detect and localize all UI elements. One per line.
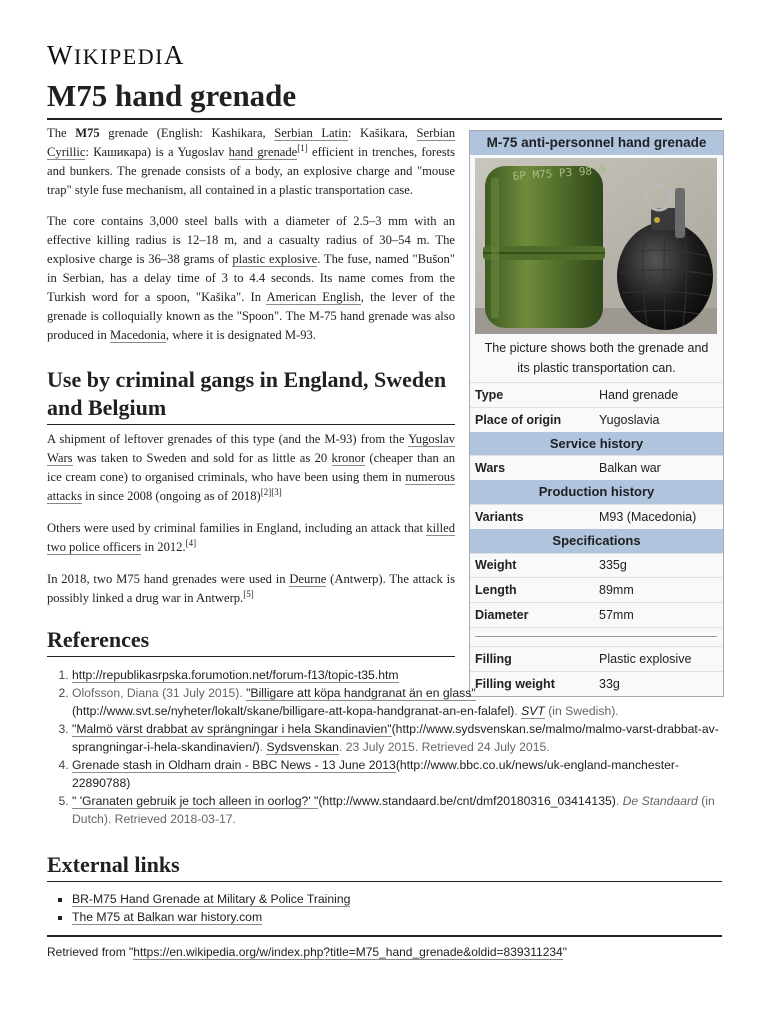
link-killed-two-police-officers[interactable]: killed two police officers <box>47 521 455 554</box>
link-hand-grenade[interactable]: hand grenade <box>228 145 298 159</box>
criminal-paragraph-2: Others were used by criminal families in England, including an attack that killed two police officers in 2012.[4] <box>47 521 455 554</box>
reference-5-title[interactable]: " 'Granaten gebruik je toch alleen in oorlog?' " <box>72 794 319 808</box>
infobox-row-wars: Wars Balkan war <box>470 455 723 480</box>
retrieved-from-footer: Retrieved from "https://en.wikipedia.org/w/index.php?title=M75_hand_grenade&oldid=839311234" <box>47 935 722 959</box>
section-heading-external-links: External links <box>47 851 722 882</box>
reference-item: 5. " 'Granaten gebruik je toch alleen in oorlog?' "(http://www.standaard.be/cnt/dmf20180316_03414135). De Standaard (in Dutch). Retrieved 2018-03-17. <box>72 792 727 828</box>
infobox-section-specifications: Specifications <box>470 529 723 553</box>
external-link-item <box>72 890 647 908</box>
link-numerous-attacks[interactable]: numerous attacks <box>47 470 455 503</box>
criminal-paragraph-3: In 2018, two M75 hand grenades were used in Deurne (Antwerp). The attack is possibly linked a drug war in Antwerp.[5] <box>47 572 455 605</box>
wikipedia-logo[interactable]: WIKIPEDIA <box>47 40 185 70</box>
reference-2-publisher[interactable]: SVT <box>521 704 545 718</box>
references-list <box>47 666 727 828</box>
infobox-divider <box>470 627 723 646</box>
citation-4[interactable]: [4] <box>185 538 197 548</box>
external-link-item <box>72 908 647 926</box>
intro-paragraph-1: The M75 grenade (English: Kashikara, Serbian Latin: Kašikara, Serbian Cyrillic: Кашикара) is a Yugoslav hand grenade[1] efficient in trenches, forests and bunkers. The grenade consists of a body, an explosive charge and "mouse trap" style fuse mechanism, all contained in a plastic transportation case. <box>47 126 456 197</box>
reference-2-title[interactable]: "Billigare att köpa handgranat än en glass" <box>246 686 476 700</box>
link-american-english[interactable]: American English <box>266 290 361 304</box>
infobox-title: M-75 anti-personnel hand grenade <box>470 131 723 155</box>
reference-item: 3. "Malmö värst drabbat av sprängningar i hela Skandinavien"(http://www.sydsvenskan.se/malmo/malmo-varst-drabbat-av-sprangningar-i-hela-skandinavien/). Sydsvenskan. 23 July 2015. Retrieved 24 July 2015. <box>72 720 727 756</box>
citation-5[interactable]: [5] <box>243 589 254 599</box>
citation-2-3[interactable]: [2][3] <box>260 487 282 497</box>
citation-1[interactable]: [1] <box>297 143 308 153</box>
infobox-row-diameter: Diameter 57mm <box>470 602 723 627</box>
infobox-row-weight: Weight 335g <box>470 553 723 578</box>
reference-5-publisher[interactable]: De Standaard <box>622 794 698 808</box>
reference-item: 2. Olofsson, Diana (31 July 2015). "Billigare att köpa handgranat än en glass"(http://www.svt.se/nyheter/lokalt/skane/billigare-att-kopa-handgranat-an-en-falafel). SVT (in Swedish). <box>72 684 727 720</box>
section-heading-criminal-use: Use by criminal gangs in England, Sweden and Belgium <box>47 366 455 425</box>
link-serbian-latin[interactable]: Serbian Latin <box>274 126 348 140</box>
infobox-row-length: Length 89mm <box>470 577 723 602</box>
infobox-caption: The picture shows both the grenade and its plastic transportation can. <box>484 341 709 375</box>
reference-3-publisher[interactable]: Sydsvenskan <box>266 740 339 754</box>
link-yugoslav-wars[interactable]: Yugoslav Wars <box>47 432 455 465</box>
infobox-row-filling: Filling Plastic explosive <box>470 646 723 671</box>
infobox <box>469 130 724 697</box>
link-serbian-cyrillic[interactable]: Serbian Cyrillic <box>47 126 456 159</box>
infobox-section-service-history: Service history <box>470 432 723 456</box>
infobox-row-type: Type Hand grenade <box>470 382 723 407</box>
link-macedonia[interactable]: Macedonia <box>109 328 166 342</box>
infobox-row-variants: Variants M93 (Macedonia) <box>470 504 723 529</box>
can-marking: БР M75 РЗ 98 Ф <box>512 163 606 183</box>
reference-4-title[interactable]: Grenade stash in Oldham drain - BBC News - 13 June 2013 <box>72 758 396 772</box>
link-plastic-explosive[interactable]: plastic explosive <box>232 252 318 266</box>
page-title: M75 hand grenade <box>47 76 722 120</box>
external-link-balkan-war-history[interactable]: The M75 at Balkan war history.com <box>72 910 263 924</box>
grenade-photo <box>475 158 717 334</box>
reference-1-url[interactable]: http://republikasrpska.forumotion.net/forum-f13/topic-t35.htm <box>72 668 399 682</box>
infobox-row-origin: Place of origin Yugoslavia <box>470 407 723 432</box>
section-heading-references: References <box>47 626 455 657</box>
link-kronor[interactable]: kronor <box>331 451 366 465</box>
infobox-image[interactable] <box>470 155 723 336</box>
intro-paragraph-2: The core contains 3,000 steel balls with a diameter of 2.5–3 mm with an effective killing radius is 12–18 m, and a casualty radius of 30–54 m. The explosive charge is 36–38 grams of plastic explosive. The fuse, named "Bušon" in Serbian, has a delay time of 3 to 4.4 seconds. Its name comes from the Turkish word for a spoon, "Kašika". In American English, the lever of the grenade is colloquially known as the "Spoon". The M-75 hand grenade was also produced in Macedonia, where it is designated M-93. <box>47 214 455 342</box>
link-deurne[interactable]: Deurne <box>289 572 327 586</box>
reference-item: 4. Grenade stash in Oldham drain - BBC News - 13 June 2013(http://www.bbc.co.uk/news/uk-england-manchester-22890788) <box>72 756 727 792</box>
infobox-section-production-history: Production history <box>470 480 723 504</box>
criminal-paragraph-1: A shipment of leftover grenades of this type (and the M-93) from the Yugoslav Wars was taken to Sweden and sold for as little as 20 kronor (cheaper than an ice cream cone) to organised criminals, who have been using them in numerous attacks in since 2008 (ongoing as of 2018)[2][3] <box>47 432 455 503</box>
infobox-row-filling-weight: Filling weight 33g <box>470 671 723 696</box>
external-link-br-m75[interactable]: BR-M75 Hand Grenade at Military & Police Training <box>72 892 351 906</box>
reference-item <box>72 666 727 684</box>
reference-3-title[interactable]: "Malmö värst drabbat av sprängningar i hela Skandinavien" <box>72 722 392 736</box>
permanent-link[interactable]: https://en.wikipedia.org/w/index.php?title=M75_hand_grenade&oldid=839311234 <box>133 945 563 959</box>
external-links-list <box>47 890 647 926</box>
